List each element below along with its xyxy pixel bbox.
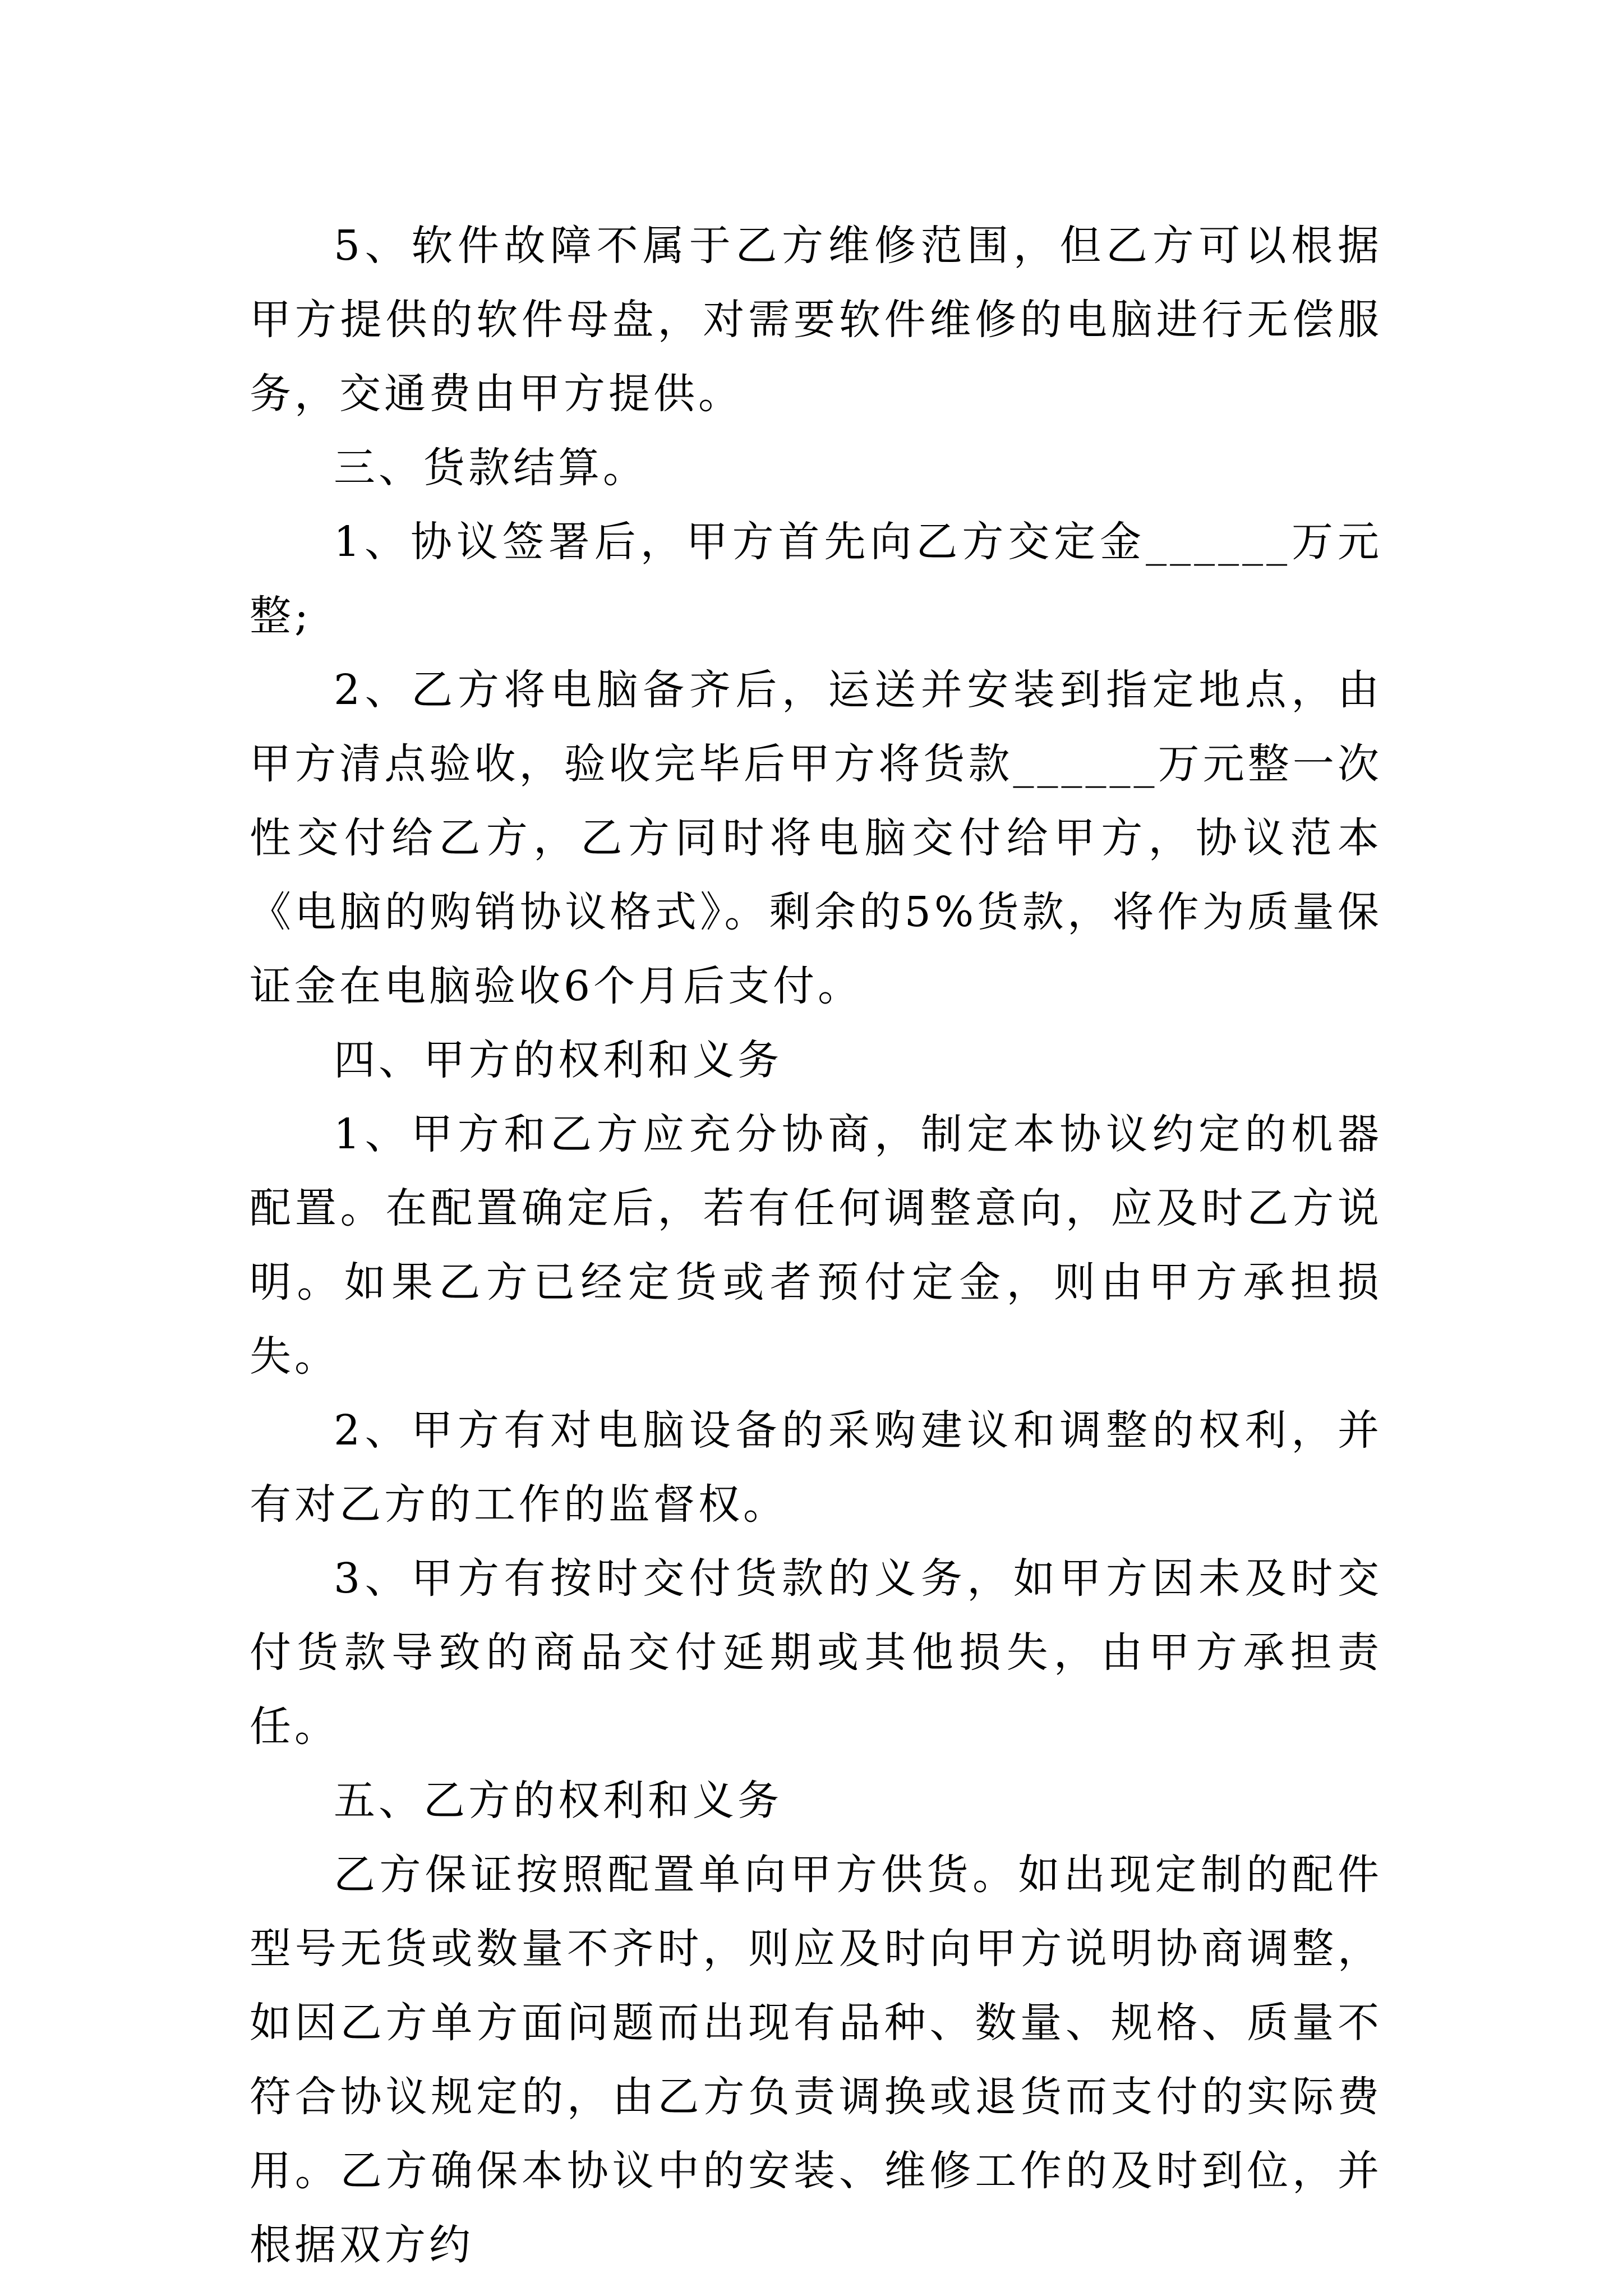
clause-purchase-advice: 2、甲方有对电脑设备的采购建议和调整的权利，并有对乙方的工作的监督权。 [250, 1406, 1382, 1529]
section-heading-party-b: 五、乙方的权利和义务 [334, 1777, 782, 1825]
clause-supply-guarantee: 乙方保证按照配置单向甲方供货。如出现定制的配件型号无货或数量不齐时，则应及时向甲方说明协商调整，如因乙方单方面问题而出现有品种、数量、规格、质量不符合协议规定的，由乙方负责调换或退货而支付的实际费用。乙方确保本协议中的安装、维修工作的及时到位，并根据双方约 [250, 1851, 1382, 2269]
document-body [250, 209, 1382, 2282]
clause-configuration: 1、甲方和乙方应充分协商，制定本协议约定的机器配置。在配置确定后，若有任何调整意向，应及时乙方说明。如果乙方已经定货或者预付定金，则由甲方承担损失。 [250, 1110, 1382, 1381]
section-heading-payment: 三、货款结算。 [334, 444, 648, 492]
clause-timely-payment: 3、甲方有按时交付货款的义务，如甲方因未及时交付货款导致的商品交付延期或其他损失，由甲方承担责任。 [250, 1554, 1382, 1751]
clause-deposit: 1、协议签署后，甲方首先向乙方交定金______万元整; [250, 518, 1382, 640]
section-heading-party-a: 四、甲方的权利和义务 [334, 1036, 782, 1084]
clause-software-fault: 5、软件故障不属于乙方维修范围，但乙方可以根据甲方提供的软件母盘，对需要软件维修的电脑进行无偿服务，交通费由甲方提供。 [250, 222, 1382, 418]
clause-delivery-payment: 2、乙方将电脑备齐后，运送并安装到指定地点，由甲方清点验收，验收完毕后甲方将货款______万元整一次性交付给乙方，乙方同时将电脑交付给甲方，协议范本《电脑的购销协议格式》。剩余的5%货款，将作为质量保证金在电脑验收6个月后支付。 [250, 666, 1382, 1010]
